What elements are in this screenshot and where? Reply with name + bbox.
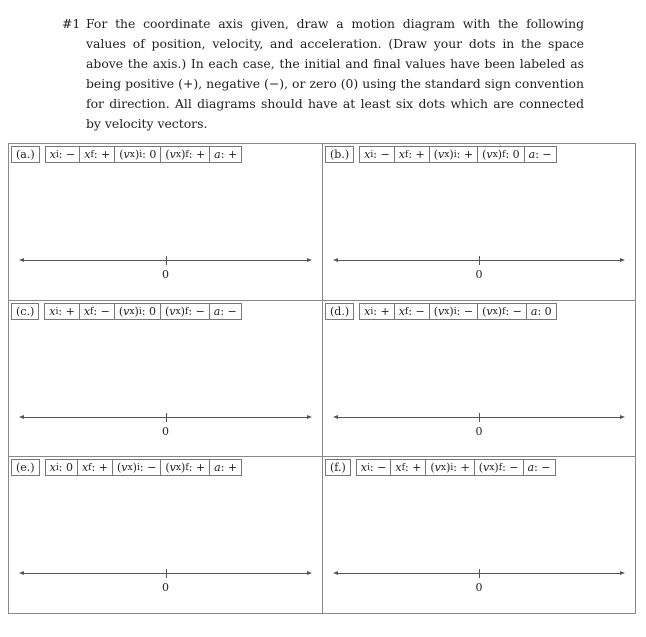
vf-cell: ( v x ) f : + xyxy=(160,146,210,163)
xi-cell: x i : − xyxy=(359,146,395,163)
problem-number: #1 xyxy=(62,16,81,31)
panel-id: (a.) xyxy=(11,146,40,163)
problem-text: For the coordinate axis given, draw a motion diagram with the following values of position, velocity, and acceleration. (Draw your dots in the space above the axis.) In each case, the initial and final values have been labeled as being positive (+), negative (−), or zero (0) using the standard sign convention for direction. All diagrams should have at least six dots which are connected by velocity vectors. xyxy=(86,16,584,131)
coordinate-axis xyxy=(23,573,308,574)
panel-label-row xyxy=(325,303,557,320)
xi-value: + xyxy=(65,305,75,318)
vi-value: + xyxy=(460,461,470,474)
vi-value: 0 xyxy=(149,148,157,161)
panel-label-row xyxy=(11,459,242,476)
xf-cell: x f : − xyxy=(394,303,430,320)
xf-value: + xyxy=(98,461,108,474)
xi-cell: x i : − xyxy=(45,146,81,163)
xf-cell: x f : + xyxy=(77,459,113,476)
vf-value: − xyxy=(512,305,522,318)
vi-cell: ( v x ) i : + xyxy=(425,459,474,476)
panel-id: (d.) xyxy=(325,303,354,320)
xf-value: + xyxy=(415,148,425,161)
xf-value: + xyxy=(101,148,111,161)
panel-id: (c.) xyxy=(11,303,39,320)
a-cell: a : − xyxy=(524,146,557,163)
xf-cell: x f : + xyxy=(394,146,430,163)
a-cell: a : − xyxy=(209,303,242,320)
coordinate-axis xyxy=(337,417,621,418)
a-cell: a : + xyxy=(209,459,242,476)
a-cell: a : + xyxy=(209,146,242,163)
xf-value: + xyxy=(412,461,422,474)
panel-id: (b.) xyxy=(325,146,354,163)
vf-cell: ( v x ) f : − xyxy=(477,303,527,320)
vi-cell: ( v x ) i : + xyxy=(429,146,478,163)
a-value: − xyxy=(542,148,552,161)
origin-tick xyxy=(166,413,167,422)
panel-b[interactable] xyxy=(322,144,635,300)
vf-value: − xyxy=(195,305,205,318)
xi-value: 0 xyxy=(65,461,73,474)
xf-value: − xyxy=(415,305,425,318)
panel-d[interactable] xyxy=(322,300,635,456)
origin-tick xyxy=(479,413,480,422)
a-value: − xyxy=(541,461,551,474)
xi-value: + xyxy=(380,305,390,318)
vi-cell: ( v x ) i : − xyxy=(112,459,161,476)
vf-cell: ( v x ) f : − xyxy=(474,459,524,476)
xf-cell: x f : − xyxy=(79,303,115,320)
origin-tick xyxy=(166,569,167,578)
vi-value: 0 xyxy=(148,305,156,318)
vi-cell: ( v x ) i : − xyxy=(429,303,478,320)
xi-value: − xyxy=(377,461,387,474)
origin-label: 0 xyxy=(162,425,169,438)
panel-label-row xyxy=(11,303,242,320)
vi-value: − xyxy=(463,305,474,318)
xi-value: − xyxy=(66,148,76,161)
panel-id: (f.) xyxy=(325,459,351,476)
xf-cell: x f : + xyxy=(79,146,115,163)
a-cell: a : 0 xyxy=(526,303,557,320)
origin-label: 0 xyxy=(162,268,169,281)
vf-value: + xyxy=(195,148,206,161)
origin-label: 0 xyxy=(475,268,483,281)
xi-cell: x i : 0 xyxy=(45,459,78,476)
coordinate-axis xyxy=(23,417,308,418)
vf-cell: ( v x ) f : 0 xyxy=(477,146,525,163)
panel-f[interactable] xyxy=(322,456,635,613)
panel-a[interactable] xyxy=(9,144,322,300)
panel-id: (e.) xyxy=(11,459,40,476)
xi-cell: x i : − xyxy=(356,459,392,476)
vi-cell: ( v x ) i : 0 xyxy=(114,303,161,320)
xi-cell: x i : + xyxy=(359,303,395,320)
vi-value: + xyxy=(463,148,474,161)
vi-cell: ( v x ) i : 0 xyxy=(114,146,161,163)
origin-label: 0 xyxy=(475,581,483,594)
coordinate-axis xyxy=(337,260,621,261)
a-cell: a : − xyxy=(523,459,556,476)
vf-cell: ( v x ) f : + xyxy=(160,459,210,476)
xi-cell: x i : + xyxy=(44,303,80,320)
panel-label-row xyxy=(325,146,557,163)
vf-value: + xyxy=(195,461,206,474)
origin-tick xyxy=(479,256,480,265)
xf-cell: x f : + xyxy=(390,459,426,476)
panel-c[interactable] xyxy=(9,300,322,456)
vf-value: 0 xyxy=(512,148,520,161)
origin-label: 0 xyxy=(162,581,169,594)
coordinate-axis xyxy=(23,260,308,261)
a-value: 0 xyxy=(544,305,552,318)
vf-value: − xyxy=(509,461,519,474)
origin-tick xyxy=(166,256,167,265)
panel-label-row xyxy=(325,459,556,476)
panel-e[interactable] xyxy=(9,456,322,613)
problem-statement xyxy=(62,14,584,134)
a-value: + xyxy=(227,461,238,474)
origin-label: 0 xyxy=(475,425,483,438)
a-value: + xyxy=(227,148,238,161)
motion-diagram-grid xyxy=(8,143,636,614)
vi-value: − xyxy=(147,461,157,474)
origin-tick xyxy=(479,569,480,578)
vf-cell: ( v x ) f : − xyxy=(160,303,210,320)
xi-value: − xyxy=(380,148,390,161)
a-value: − xyxy=(227,305,237,318)
xf-value: − xyxy=(100,305,110,318)
panel-label-row xyxy=(11,146,242,163)
coordinate-axis xyxy=(337,573,621,574)
